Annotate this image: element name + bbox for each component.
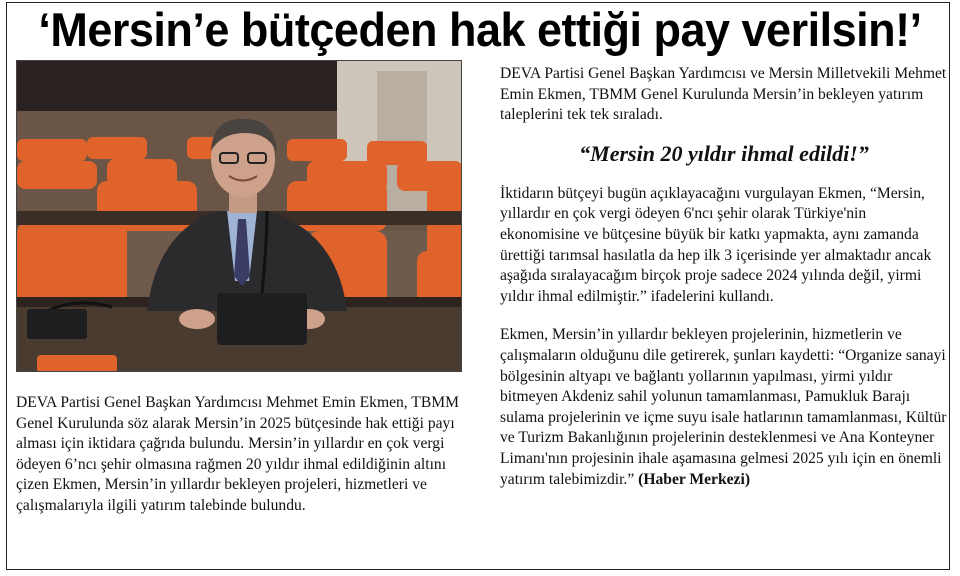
body-paragraph-2-text: Ekmen, Mersin’in yıllardır bekleyen projelerinin, hizmetlerin ve çalışmaların olduğunu dile getirerek, şunları kaydetti: “Organize sanayi bölgesinin altyapı ve bağlantı yollarının yapılması, yirmi yıldır bitmeyen Akdeniz sahil yolunun tamamlanması, Pamukluk Barajı sulama projelerinin ve içme suyu isale hatlarının tamamlanması, Kültür ve Turizm Bakanlığının projelerinin desteklenmesi ve Ana Konteyner Limanı'nın projesinin ihale aşamasına gelmesi 2025 yılı için en önemli yatırım talebimizdir.” [500,326,947,488]
photo-caption [16,393,466,517]
article-body [500,64,948,490]
subheading: “Mersin 20 yıldır ihmal edildi!” [579,140,869,166]
photo-illustration [17,61,462,372]
body-paragraph-1: İktidarın bütçeyi bugün açıklayacağını vurgulayan Ekmen, “Mersin, yıllardır en çok vergi ödeyen 6'ncı şehir olarak Türkiye'nin ekonomisine ve bütçesine büyük bir katkı yapmakta, aynı zamanda ürettiği tarımsal hasılatla da hep ilk 3 içerisinde yer almaktadır ancak aşağıda sıralayacağım birçok proje sadece 2024 yılında değil, yirmi yıldır ihmal edilmiştir.” ifadelerini kullandı. [500,184,932,305]
caption-text: DEVA Partisi Genel Başkan Yardımcısı Mehmet Emin Ekmen, TBMM Genel Kurulunda söz alarak Mersin’in 2025 bütçesinde hak ettiği payı alması için iktidara çağrıda bulundu. Mersin’in yıllardır en çok vergi ödeyen 6’ncı şehir olmasına rağmen 20 yıldır ihmal edildiğinin altını çizen Ekmen, Mersin’in yıllardır bekleyen projeleri, hizmetleri ve çalışmalarıyla ilgili yatırım talebinde bulundu. [16,394,459,514]
article-photo [16,60,462,372]
intro-paragraph: DEVA Partisi Genel Başkan Yardımcısı ve Mersin Milletvekili Mehmet Emin Ekmen, TBMM Genel Kurulunda Mersin’in bekleyen yatırım taleplerini tek tek sıraladı. [500,65,947,124]
headline: ‘Mersin’e bütçeden hak ettiği pay verilsin!’ [38,2,922,57]
byline: (Haber Merkezi) [638,470,751,488]
body-paragraph-2 [500,325,948,490]
